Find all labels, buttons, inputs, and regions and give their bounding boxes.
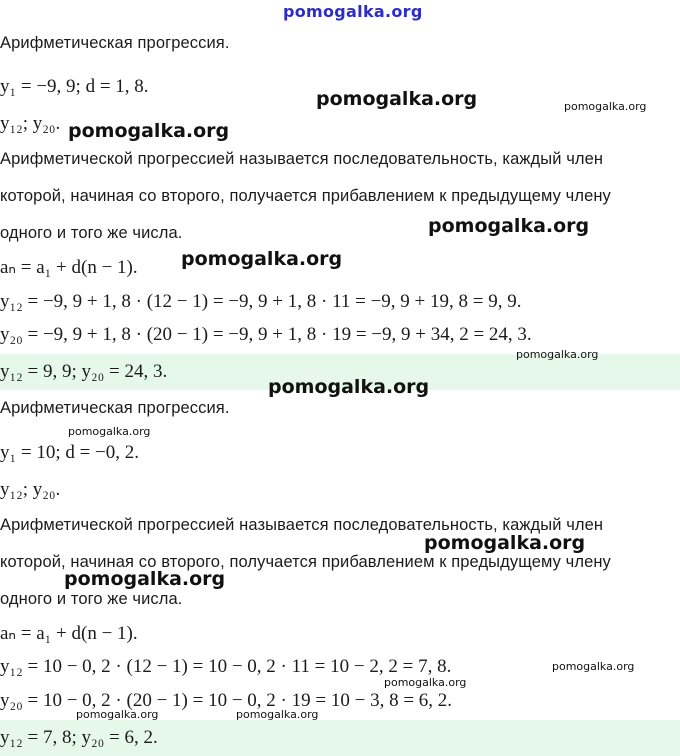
problem1-calc-y20: y₂₀ = −9, 9 + 1, 8 · (20 − 1) = −9, 9 + 1, 8 · 19 = −9, 9 + 34, 2 = 24, 3. <box>0 324 532 345</box>
problem1-definition-line1: Арифметической прогрессией называется последовательность, каждый член <box>0 150 604 168</box>
watermark: pomogalka.org <box>268 376 430 398</box>
problem2-calc-y12: y₁₂ = 10 − 0, 2 · (12 − 1) = 10 − 0, 2 · 11 = 10 − 2, 2 = 7, 8. <box>0 656 452 677</box>
watermark: pomogalka.org <box>64 568 226 590</box>
watermark: pomogalka.org <box>76 708 159 721</box>
problem1-find: y₁₂; y₂₀. <box>0 113 61 134</box>
watermark: pomogalka.org <box>316 88 478 110</box>
problem1-formula: aₙ = a₁ + d(n − 1). <box>0 257 138 278</box>
problem2-definition-line2: которой, начиная со второго, получается прибавлением к предыдущему члену <box>0 553 611 571</box>
watermark: pomogalka.org <box>68 120 230 142</box>
problem1-definition-line3: одного и того же числа. <box>0 224 183 242</box>
problem1-heading: Арифметическая прогрессия. <box>0 34 230 52</box>
watermark: pomogalka.org <box>236 708 319 721</box>
watermark: pomogalka.org <box>384 676 467 689</box>
watermark: pomogalka.org <box>68 425 151 438</box>
problem2-answer: y₁₂ = 7, 8; y₂₀ = 6, 2. <box>0 727 158 748</box>
watermark: pomogalka.org <box>564 100 647 113</box>
watermark: pomogalka.org <box>552 660 635 673</box>
problem1-calc-y12: y₁₂ = −9, 9 + 1, 8 · (12 − 1) = −9, 9 + 1, 8 · 11 = −9, 9 + 19, 8 = 9, 9. <box>0 291 522 312</box>
watermark: pomogalka.org <box>424 532 586 554</box>
problem2-given: y₁ = 10; d = −0, 2. <box>0 442 140 463</box>
problem2-calc-y20: y₂₀ = 10 − 0, 2 · (20 − 1) = 10 − 0, 2 · 19 = 10 − 3, 8 = 6, 2. <box>0 690 453 711</box>
watermark: pomogalka.org <box>428 215 590 237</box>
problem2-formula: aₙ = a₁ + d(n − 1). <box>0 623 138 644</box>
problem2-heading: Арифметическая прогрессия. <box>0 399 230 417</box>
problem2-find: y₁₂; y₂₀. <box>0 479 61 500</box>
watermark: pomogalka.org <box>516 348 599 361</box>
watermark: pomogalka.org <box>181 248 343 270</box>
problem2-definition-line3: одного и того же числа. <box>0 590 183 608</box>
problem2-definition-line1: Арифметической прогрессией называется последовательность, каждый член <box>0 516 604 534</box>
problem1-given: y₁ = −9, 9; d = 1, 8. <box>0 76 149 97</box>
problem1-definition-line2: которой, начиная со второго, получается прибавлением к предыдущему члену <box>0 187 611 205</box>
problem1-answer: y₁₂ = 9, 9; y₂₀ = 24, 3. <box>0 361 168 382</box>
header-watermark[interactable]: pomogalka.org <box>283 2 423 21</box>
